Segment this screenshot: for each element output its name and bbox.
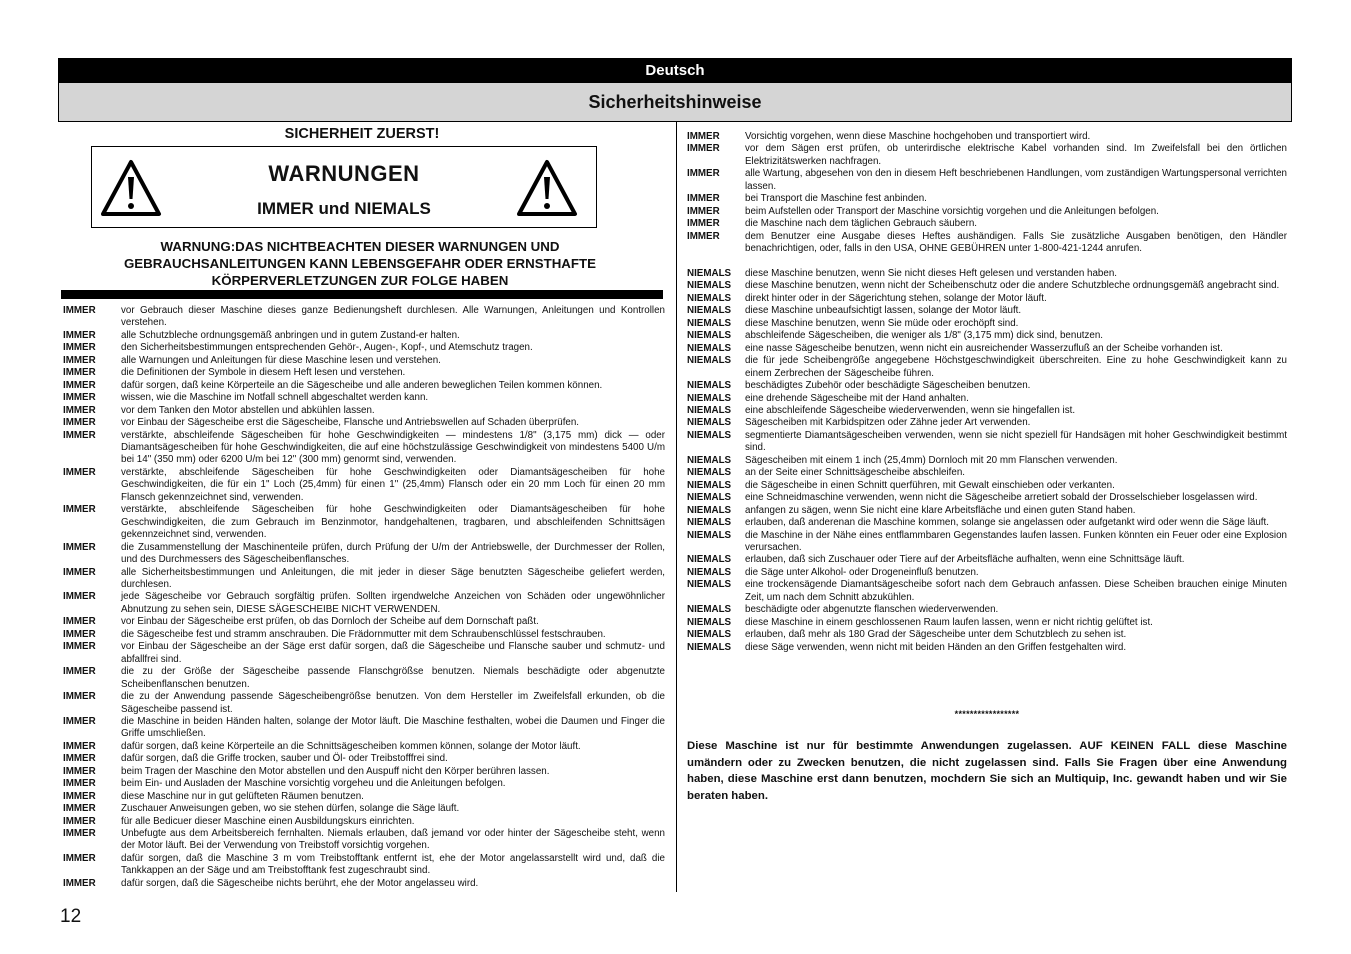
rule-keyword: NIEMALS [687,454,732,466]
list-item [63,392,665,404]
list-item [687,193,1287,205]
list-item [687,430,1287,455]
list-item [63,591,665,616]
rule-keyword: IMMER [63,305,96,316]
rule-keyword: IMMER [63,753,96,765]
list-item [687,305,1287,317]
rule-keyword: NIEMALS [687,405,732,417]
list-item [687,617,1287,629]
list-item [63,828,665,853]
rule-text: eine trockensägende Diamantsägescheibe sofort nach dem Gebrauch anfassen. Diese Scheiben brauchen einige Minuten Zeit, um nach dem Schnitt abzukühlen. [745,579,1287,603]
rule-keyword: IMMER [63,778,96,790]
rule-text: die zu der Anwendung passende Sägescheibengrößse benutzen. Von dem Hersteller im Zweifelsfall erkunden, ob die Sägescheibe passend ist. [121,691,665,715]
list-item [687,579,1287,604]
rule-text: alle Schutzbleche ordnungsgemäß anbringen und in gutem Zustand-er halten. [121,329,460,341]
warning-paragraph: WARNUNG:DAS NICHTBEACHTEN DIESER WARNUNGEN UND GEBRAUCHSANLEITUNGEN KANN LEBENSGEFAHR ODER ERNSTHAFTE KÖRPERVERLETZUNGEN ZUR FOLGE HABEN [123,239,597,288]
rule-text: die Sägescheibe in einen Schnitt querführen, mit Gewalt einschieben oder verkanten. [745,479,1115,491]
rule-keyword: IMMER [63,404,96,416]
list-item [687,480,1287,492]
rule-text: beim Tragen der Maschine den Motor abstellen und den Auspuff nicht den Körper berühren lassen. [121,765,550,777]
list-item [63,753,665,765]
list-item [63,853,665,878]
rule-keyword: IMMER [63,628,96,640]
rule-keyword: IMMER [63,591,96,603]
rule-text: die Säge unter Alkohol- oder Drogeneinfluß benutzen. [745,566,979,578]
rule-keyword: NIEMALS [687,467,732,479]
rule-keyword: IMMER [63,715,96,727]
rule-keyword: NIEMALS [687,517,732,529]
rule-keyword: IMMER [63,417,96,429]
rule-text: an der Seite einer Schnittsägescheibe abschleifen. [745,467,966,479]
rule-keyword: IMMER [63,790,96,802]
list-item [63,567,665,592]
rule-text: erlauben, daß anderenan die Maschine kommen, solange sie angelassen oder aufgetankt wird oder wenn die Säge läuft. [745,517,1269,529]
rule-keyword: NIEMALS [687,616,732,628]
list-item [687,318,1287,330]
rule-text: Vorsichtig vorgehen, wenn diese Maschine hochgehoben und transportiert wird. [745,131,1091,142]
rule-text: vor dem Sägen erst prüfen, ob unterirdische elektrische Kabel vorhanden sind. Im Zweifelsfall bei den örtlichen Elektrizitätswerken nachfragen. [745,143,1287,167]
niemals-list [687,268,1287,654]
rule-keyword: IMMER [63,815,96,827]
warning-box [91,146,597,228]
rule-text: wissen, wie die Maschine im Notfall schnell abgeschaltet werden kann. [121,392,429,404]
rule-text: bei Transport die Maschine fest anbinden. [745,193,927,205]
rule-text: abschleifende Sägescheiben, die weniger als 1/8" (3,175 mm) dick sind, benutzen. [745,330,1104,342]
rule-keyword: IMMER [63,367,96,379]
list-item [63,816,665,828]
rule-keyword: NIEMALS [687,305,732,317]
rule-keyword: NIEMALS [687,280,732,292]
rule-text: beschädigtes Zubehör oder beschädigte Sägescheiben benutzen. [745,380,1031,392]
rule-text: beschädigte oder abgenutzte flanschen wiederverwenden. [745,604,999,616]
rule-keyword: IMMER [63,877,96,889]
rule-keyword: NIEMALS [687,504,732,516]
rule-keyword: NIEMALS [687,529,732,541]
list-item [63,691,665,716]
rule-keyword: NIEMALS [687,429,732,441]
rule-keyword: NIEMALS [687,479,732,491]
rule-text: diese Maschine nur in gut gelüfteten Räumen benutzen. [121,790,364,802]
immer-list-left [63,305,665,890]
rule-text: die Zusammenstellung der Maschinenteile prüfen, durch Prüfung der U/m der Antriebswelle, der Durchmesser der Rollen, und des Durchmessers des Sägescheibenflansches. [121,541,665,566]
rule-text: erlauben, daß sich Zuschauer oder Tiere auf der Arbeitsfläche aufhalten, wenn eine Schnittsäge läuft. [745,554,1185,566]
list-item [687,567,1287,579]
rule-keyword: IMMER [63,852,96,864]
rule-keyword: NIEMALS [687,554,732,566]
rule-keyword: IMMER [63,379,96,391]
rule-keyword: NIEMALS [687,579,732,591]
rule-keyword: IMMER [63,566,96,578]
rule-text: vor Einbau der Sägescheibe an der Säge erst dafür sorgen, daß die Sägescheibe und Flansche sauber und schmutz- und abfallfrei sind. [121,641,665,665]
list-item [687,131,1287,143]
rule-text: jede Sägescheibe vor Gebrauch sorgfältig prüfen. Sollten irgendwelche Anzeichen von Schäden oder ungewöhnlicher Abnutzung zu sehen sein, DIESE SÄGESCHEIBE NICHT VERWENDEN. [121,591,665,615]
list-item [687,355,1287,380]
rule-text: segmentierte Diamantsägescheiben verwenden, wenn sie nicht speziell für Handsägen mit hoher Geschwindigkeit bestimmt sind. [745,429,1287,454]
list-item [687,343,1287,355]
rule-text: beim Aufstellen oder Transport der Maschine vorsichtig vorgehen und die Anleitungen befolgen. [745,205,1159,217]
rule-text: die Sägescheibe fest und stramm anschrauben. Die Frädornmutter mit dem Schraubenschlüssel festschrauben. [121,628,606,640]
rule-text: dafür sorgen, daß keine Körperteile an die Schnittsägescheiben kommen können, solange der Motor läuft. [121,740,581,752]
list-item [687,218,1287,230]
rule-keyword: NIEMALS [687,629,732,641]
list-item [63,342,665,354]
rule-text: alle Wartung, abgesehen von den in diesem Heft beschriebenen Handlungen, vom zuständigen Wartungspersonal verrichten lassen. [745,168,1287,192]
rule-keyword: NIEMALS [687,641,732,653]
rule-text: dafür sorgen, daß die Maschine 3 m vom Treibstofftank entfernt ist, ehe der Motor angelassarstellt wird und, daß die Tankkappen an der Säge und am Treibstofftank fest zugeschraubt sind. [121,852,665,877]
rule-text: eine abschleifende Sägescheibe wiederverwenden, wenn sie hingefallen ist. [745,405,1076,417]
list-item [687,143,1287,168]
rule-keyword: NIEMALS [687,268,732,280]
rule-keyword: NIEMALS [687,417,732,429]
list-item [63,791,665,803]
warning-subtitle: IMMER und NIEMALS [257,199,431,218]
rule-keyword: IMMER [63,641,96,653]
rule-text: den Sicherheitsbestimmungen entsprechenden Gehör-, Augen-, Kopf-, und Atemschutz tragen. [121,342,533,354]
rule-text: eine nasse Sägescheibe benutzen, wenn nicht ein ausreichender Wasserzufluß an der Scheibe vorhanden ist. [745,342,1223,354]
list-item [687,530,1287,555]
rule-text: Sägescheiben mit Karbidspitzen oder Zähne jeder Art verwenden. [745,417,1031,429]
rule-text: dafür sorgen, daß keine Körperteile an die Sägescheibe und alle anderen beweglichen Teilen kommen können. [121,379,603,391]
page-title: Sicherheitshinweise [58,83,1292,122]
list-item [63,778,665,790]
rule-text: für alle Bedicuer dieser Maschine einen Ausbildungskurs einrichten. [121,815,415,827]
column-divider [676,122,677,892]
list-item [63,641,665,666]
safety-first-heading: SICHERHEIT ZUERST! [284,126,440,142]
final-paragraph: Diese Maschine ist nur für bestimmte Anwendungen zugelassen. AUF KEINEN FALL diese Maschine umändern oder zu Zwecken benutzen, die nicht zugelassen sind. Falls Sie Fragen über eine Anwendung haben, diese Maschine erst dann benutzen, mochdern Sie sich an Multiquip, Inc. gewandt haben und wir Sie beraten haben. [687,740,1287,802]
list-item [687,467,1287,479]
warning-title: WARNUNGEN [268,161,420,186]
rule-text: die Maschine in der Nähe eines entflammbaren Gegenstandes laufen lassen. Funken könnten ein Feuer oder eine Explosion verursachen. [745,529,1287,553]
rule-keyword: NIEMALS [687,566,732,578]
separator: ***************** [954,709,1020,719]
list-item [687,492,1287,504]
rule-text: dem Benutzer eine Ausgabe dieses Heftes aushändigen. Falls Sie zusätzliche Ausgaben benötigen, den Händler benachrichtigen, oder, falls in den USA, OHNE GEBÜHREN unter 1-800-421-1244 anrufen. [745,230,1287,255]
rule-keyword: NIEMALS [687,380,732,392]
list-item [687,505,1287,517]
rule-text: verstärkte, abschleifende Sägescheiben für hohe Geschwindigkeiten oder Diamantsägescheiben für hohe Geschwindigkeiten, die für ein 1" Loch (25,4mm) für einen 1" (25,4mm) Flansch oder ein 20 mm Loch für einen 20 mm Flansch gekennzeichnet sind, verwenden. [121,466,665,503]
rule-text: alle Sicherheitsbestimmungen und Anleitungen, die mit jeder in dieser Säge benutzten Sägescheibe geliefert werden, durchlesen. [121,566,665,590]
rule-text: beim Ein- und Ausladen der Maschine vorsichtig vorgeheu und die Anleitungen befolgen. [121,778,506,790]
immer-list-right [687,131,1287,256]
rule-text: die für jede Scheibengröße angegebene Höchstgeschwindigkeit überschreiten. Eine zu hohe Geschwindigkeit kann zu einem Zerbrechen der Sägescheibe führen. [745,355,1287,379]
list-item [63,803,665,815]
list-item [63,616,665,628]
list-item [63,355,665,367]
page-number: 12 [60,906,82,927]
rule-text: diese Maschine in einem geschlossenen Raum laufen lassen, wenn er nicht richtig gelüftet ist. [745,616,1153,628]
rule-text: alle Warnungen und Anleitungen für diese Maschine lesen und verstehen. [121,354,441,366]
rule-text: dafür sorgen, daß die Sägescheibe nichts berührt, ehe der Motor angelasseu wird. [121,877,479,889]
list-item [63,504,665,541]
rule-text: diese Maschine benutzen, wenn Sie nicht dieses Heft gelesen und verstanden haben. [745,268,1117,280]
list-item [687,604,1287,616]
rule-keyword: IMMER [63,342,96,354]
rules-list-right [687,131,1287,654]
list-item [687,405,1287,417]
rule-text: Zuschauer Anweisungen geben, wo sie stehen dürfen, solange die Säge läuft. [121,803,460,815]
rule-text: vor dem Tanken den Motor abstellen und abkühlen lassen. [121,404,375,416]
rule-keyword: IMMER [63,616,96,628]
rule-keyword: NIEMALS [687,604,732,616]
rule-text: die zu der Größe der Sägescheibe passende Flanschgrößse benutzen. Niemals beschädigte oder abgenutzte Scheibenflanschen benutzen. [121,666,665,690]
rule-text: vor Gebrauch dieser Maschine dieses ganze Bedienungsheft durchlesen. Alle Warnungen, Anleitungen und Kontrollen verstehen. [121,305,665,329]
list-item [687,380,1287,392]
list-item [687,642,1287,654]
list-item [63,417,665,429]
rule-keyword: IMMER [63,329,96,341]
list-item [687,554,1287,566]
list-item [687,280,1287,292]
section-rule [61,290,663,299]
list-item [687,455,1287,467]
rule-text: verstärkte, abschleifende Sägescheiben für hohe Geschwindigkeiten — mindestens 1/8" (3,175 mm) dick — oder Diamantsägescheiben für hohe Geschwindigkeiten, die auf eine höchstzulässige Geschwindigkeit von mindestens 5400 U/m bei 14" (350 mm) oder 6200 U/m bei 12" (300 mm) genormt sind, verwenden. [121,429,665,466]
list-item [63,430,665,467]
language-bar: Deutsch [58,58,1292,83]
list-gap [687,256,1287,269]
rule-keyword: IMMER [687,143,720,155]
rule-text: eine drehende Sägescheibe mit der Hand anhalten. [745,392,969,404]
list-item [687,417,1287,429]
rule-keyword: IMMER [687,131,720,142]
rule-text: dafür sorgen, daß die Griffe trocken, sauber und Öl- oder Treibstofffrei sind. [121,753,448,765]
rule-keyword: NIEMALS [687,317,732,329]
rule-keyword: IMMER [63,354,96,366]
list-item [63,629,665,641]
rule-keyword: IMMER [63,803,96,815]
list-item [63,766,665,778]
rule-text: die Maschine nach dem täglichen Gebrauch säubern. [745,218,978,230]
rule-text: Unbefugte aus dem Arbeitsbereich fernhalten. Niemals erlauben, daß jemand vor oder hinter der Sägescheibe steht, wenn der Motor läuft. Bei der Verwendung von Treibstoff vorsichtig vorgehen. [121,828,665,852]
list-item [63,542,665,567]
rule-keyword: NIEMALS [687,392,732,404]
rule-keyword: IMMER [63,691,96,703]
rule-keyword: NIEMALS [687,292,732,304]
list-item [63,405,665,417]
rule-keyword: NIEMALS [687,492,732,504]
rule-keyword: IMMER [687,205,720,217]
list-item [63,716,665,741]
list-item [687,330,1287,342]
rule-text: erlauben, daß mehr als 180 Grad der Sägescheibe unter dem Schutzblech zu sehen ist. [745,629,1127,641]
list-item [63,367,665,379]
rule-keyword: IMMER [63,504,96,516]
list-item [687,517,1287,529]
rule-keyword: IMMER [63,466,96,478]
rule-keyword: IMMER [687,193,720,205]
rule-keyword: IMMER [63,828,96,840]
list-item [687,168,1287,193]
rule-keyword: IMMER [687,218,720,230]
warning-triangle-icon [516,159,578,217]
list-item [687,206,1287,218]
rule-keyword: IMMER [687,168,720,180]
rule-text: diese Maschine unbeaufsichtigt lassen, solange der Motor läuft. [745,305,1022,317]
rule-keyword: IMMER [63,541,96,553]
rule-text: anfangen zu sägen, wenn Sie nicht eine klare Arbeitsfläche und einen guten Stand haben. [745,504,1136,516]
rule-keyword: IMMER [63,765,96,777]
rule-text: eine Schneidmaschine verwenden, wenn nicht die Sägescheibe arretiert sobald der Drosselschieber losgelassen wird. [745,492,1258,504]
rule-text: die Definitionen der Symbole in diesem Heft lesen und verstehen. [121,367,406,379]
rule-text: diese Maschine benutzen, wenn Sie müde oder erochöpft sind. [745,317,1019,329]
list-item [687,268,1287,280]
rule-keyword: NIEMALS [687,342,732,354]
rule-text: die Maschine in beiden Händen halten, solange der Motor läuft. Die Maschine festhalten, wobei die Daumen und Finger die Griffe umschließen. [121,715,665,740]
list-item [687,393,1287,405]
list-item [63,666,665,691]
list-item [687,293,1287,305]
rule-keyword: NIEMALS [687,330,732,342]
rule-keyword: IMMER [63,429,96,441]
rule-keyword: IMMER [63,666,96,678]
list-item [687,231,1287,256]
list-item [63,330,665,342]
rule-text: verstärkte, abschleifende Sägescheiben für hohe Geschwindigkeiten oder Diamantsägescheiben für hohe Geschwindigkeiten, die zum Gebrauch im Benzinmotor, handgehaltenen, tragbaren, und abschleifenden Schnittsägen gekennzeichnet sind, verwenden. [121,504,665,541]
rule-text: vor Einbau der Sägescheibe erst die Sägescheibe, Flansche und Antriebswellen auf Schaden überprüfen. [121,417,580,429]
rule-text: diese Säge verwenden, wenn nicht mit beiden Händen an den Griffen festgehalten wird. [745,641,1127,653]
list-item [63,467,665,504]
rule-keyword: IMMER [63,392,96,404]
rule-text: direkt hinter oder in der Sägerichtung stehen, solange der Motor läuft. [745,292,1047,304]
rule-text: Sägescheiben mit einem 1 inch (25,4mm) Dornloch mit 20 mm Flanschen verwenden. [745,454,1118,466]
list-item [687,629,1287,641]
list-item [63,380,665,392]
rule-text: diese Maschine benutzen, wenn nicht der Scheibenschutz oder die andere Schutzbleche ordnungsgemäß angebracht sind. [745,280,1280,292]
list-item [63,305,665,330]
rule-keyword: NIEMALS [687,355,732,367]
list-item [63,741,665,753]
list-item [63,878,665,890]
rule-text: vor Einbau der Sägescheibe erst prüfen, ob das Dornloch der Scheibe auf dem Dornschaft paßt. [121,616,539,628]
rule-keyword: IMMER [63,740,96,752]
rule-keyword: IMMER [687,230,720,242]
